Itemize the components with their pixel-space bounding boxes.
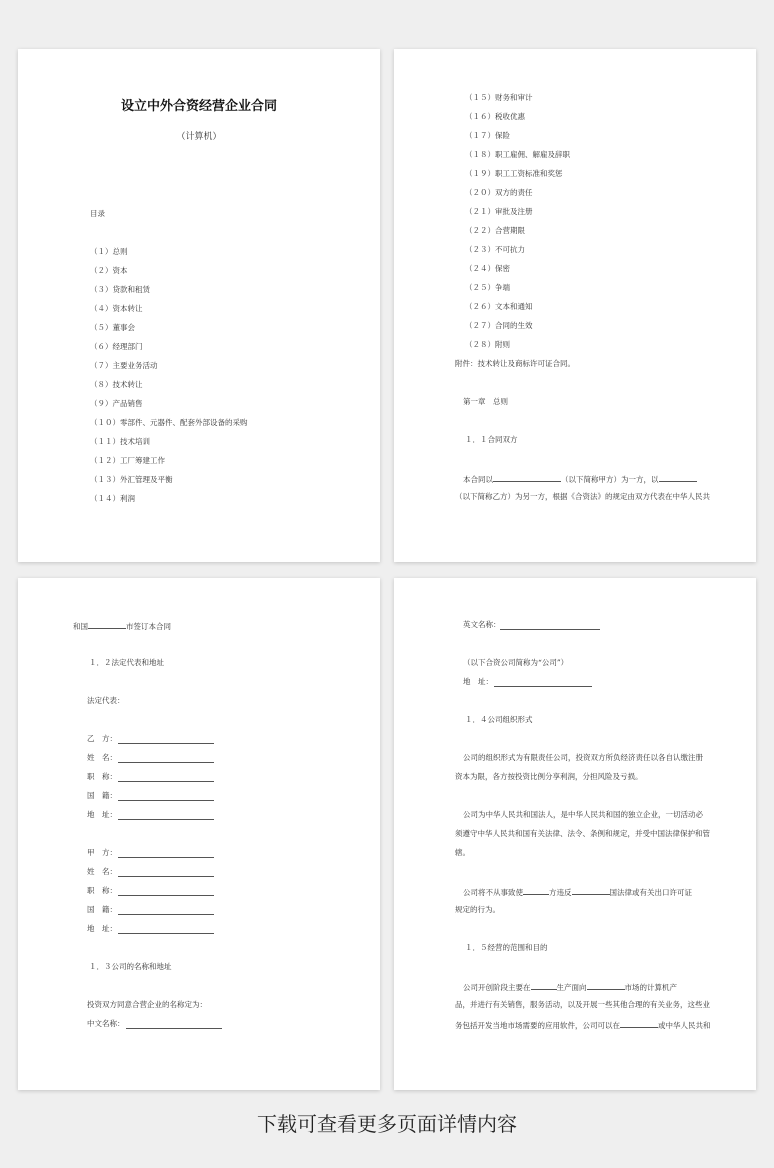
field-label: 姓 名： (87, 753, 117, 762)
toc-item: （７）主要业务活动 (90, 361, 158, 370)
paragraph-line: 须遵守中华人民共和国有关法律、法令、条例和规定，并受中国法律保护和管 (455, 829, 710, 838)
toc-item: （２１）审批及注册 (465, 207, 533, 216)
text-run: 和国 (73, 622, 88, 631)
toc-item: （１８）职工雇佣、解雇及辞职 (465, 150, 570, 159)
paragraph-line: （以下简称乙方）为另一方，根据《合资法》的规定由双方代表在中华人民共 (455, 492, 710, 501)
text-run: 市场的计算机产 (624, 983, 677, 992)
field-line (118, 819, 214, 820)
field-label: 地 址： (87, 810, 117, 819)
field-line (118, 857, 214, 858)
text-run: 国法律或有关出口许可证 (609, 888, 692, 897)
field-line (118, 781, 214, 782)
field-label: 乙 方： (87, 734, 117, 743)
toc-item: （１４）利润 (90, 494, 135, 503)
text-run: 或中华人民共和 (658, 1021, 711, 1030)
toc-item: （１０）零部件、元器件、配套外部设备的采购 (90, 418, 248, 427)
toc-item: （９）产品销售 (90, 399, 143, 408)
paragraph-line: 投资双方同意合营企业的名称定为： (87, 1000, 207, 1009)
paragraph-line: 公司为中华人民共和国法人，是中华人民共和国的独立企业，一切活动必 (463, 810, 703, 819)
toc-item: （３）贷款和租赁 (90, 285, 150, 294)
field-label: 职 称： (87, 886, 117, 895)
field-label: 中文名称： (87, 1019, 125, 1028)
section-heading: １．５经营的范围和目的 (465, 943, 548, 952)
section-heading: １．１合同双方 (465, 435, 518, 444)
paragraph-line: 辖。 (455, 848, 470, 857)
text-run: 生产面向 (556, 983, 587, 992)
text-run: 务包括开发当地市场需要的应用软件，公司可以在 (455, 1021, 620, 1030)
field-line (118, 876, 214, 877)
field-label: 地 址： (87, 924, 117, 933)
blank-line (620, 1019, 658, 1028)
toc-item: （２５）争端 (465, 283, 510, 292)
field-label: 国 籍： (87, 905, 117, 914)
toc-item: （２０）双方的责任 (465, 188, 533, 197)
document-page-4 (394, 578, 756, 1090)
document-page-2 (394, 49, 756, 562)
field-line (118, 743, 214, 744)
paragraph-line (73, 620, 171, 632)
blank-line (659, 473, 697, 482)
toc-item: （１２）工厂筹建工作 (90, 456, 165, 465)
paragraph-line (463, 886, 692, 898)
download-more-banner[interactable]: 下载可查看更多页面详情内容 (257, 1112, 517, 1136)
toc-item: （２８）附则 (465, 340, 510, 349)
toc-item: （１６）税收优惠 (465, 112, 525, 121)
text-run: 本合同以 (463, 475, 493, 484)
appendix-note: 附件：技术转让及商标许可证合同。 (455, 359, 575, 368)
toc-item: （１３）外汇管理及平衡 (90, 475, 173, 484)
blank-line (572, 886, 610, 895)
field-label: 英文名称： (463, 620, 501, 629)
section-heading: １．３公司的名称和地址 (89, 962, 172, 971)
document-page-1 (18, 49, 380, 562)
blank-line (493, 473, 561, 482)
paragraph-line: 品，并进行有关销售，服务活动，以及开展一些其他合理的有关业务，这些业 (455, 1000, 710, 1009)
paragraph-line: 公司的组织形式为有限责任公司，投资双方所负经济责任以各自认缴注册 (463, 753, 703, 762)
toc-item: （５）董事会 (90, 323, 135, 332)
field-label: 职 称： (87, 772, 117, 781)
text-run: 市签订本合同 (126, 622, 171, 631)
toc-heading: 目录 (90, 209, 105, 218)
toc-item: （８）技术转让 (90, 380, 143, 389)
toc-item: （２６）文本和通知 (465, 302, 533, 311)
field-line (494, 686, 592, 687)
paragraph-line (463, 473, 697, 485)
toc-item: （１５）财务和审计 (465, 93, 533, 102)
field-line (118, 762, 214, 763)
field-label: 地 址： (463, 677, 493, 686)
toc-item: （４）资本转让 (90, 304, 143, 313)
blank-line (531, 981, 557, 990)
field-line (118, 800, 214, 801)
field-line (118, 933, 214, 934)
blank-line (523, 886, 549, 895)
toc-item: （２）资本 (90, 266, 128, 275)
field-line (500, 629, 600, 630)
field-line (126, 1028, 222, 1029)
legal-rep-label: 法定代表： (87, 696, 125, 705)
toc-item: （２７）合同的生效 (465, 321, 533, 330)
chapter-heading: 第一章 总则 (463, 397, 508, 406)
field-label: 国 籍： (87, 791, 117, 800)
toc-item: （２３）不可抗力 (465, 245, 525, 254)
document-subtitle: （计算机） (176, 132, 222, 142)
toc-item: （２４）保密 (465, 264, 510, 273)
paragraph-line (455, 1019, 711, 1031)
document-title: 设立中外合资经营企业合同 (120, 99, 277, 114)
field-line (118, 895, 214, 896)
paragraph-line: （以下合资公司简称为“公司”） (463, 658, 569, 667)
toc-item: （１７）保险 (465, 131, 510, 140)
paragraph-line (463, 981, 677, 993)
section-heading: １．２法定代表和地址 (89, 658, 164, 667)
toc-item: （６）经理部门 (90, 342, 143, 351)
blank-line (88, 620, 126, 629)
text-run: 方违反 (549, 888, 572, 897)
toc-item: （１１）技术培训 (90, 437, 150, 446)
toc-item: （２２）合营期限 (465, 226, 525, 235)
document-page-3 (18, 578, 380, 1090)
paragraph-line: 资本为限，各方按投资比例分享利润，分担风险及亏损。 (455, 772, 643, 781)
text-run: 公司开创阶段主要在 (463, 983, 531, 992)
blank-line (587, 981, 625, 990)
toc-item: （１）总则 (90, 247, 128, 256)
field-line (118, 914, 214, 915)
section-heading: １．４公司组织形式 (465, 715, 533, 724)
paragraph-line: 规定的行为。 (455, 905, 500, 914)
text-run: 公司将不从事致使 (463, 888, 523, 897)
toc-item: （１９）职工工资标准和奖惩 (465, 169, 563, 178)
text-run: （以下简称甲方）为一方，以 (561, 475, 659, 484)
field-label: 姓 名： (87, 867, 117, 876)
field-label: 甲 方： (87, 848, 117, 857)
